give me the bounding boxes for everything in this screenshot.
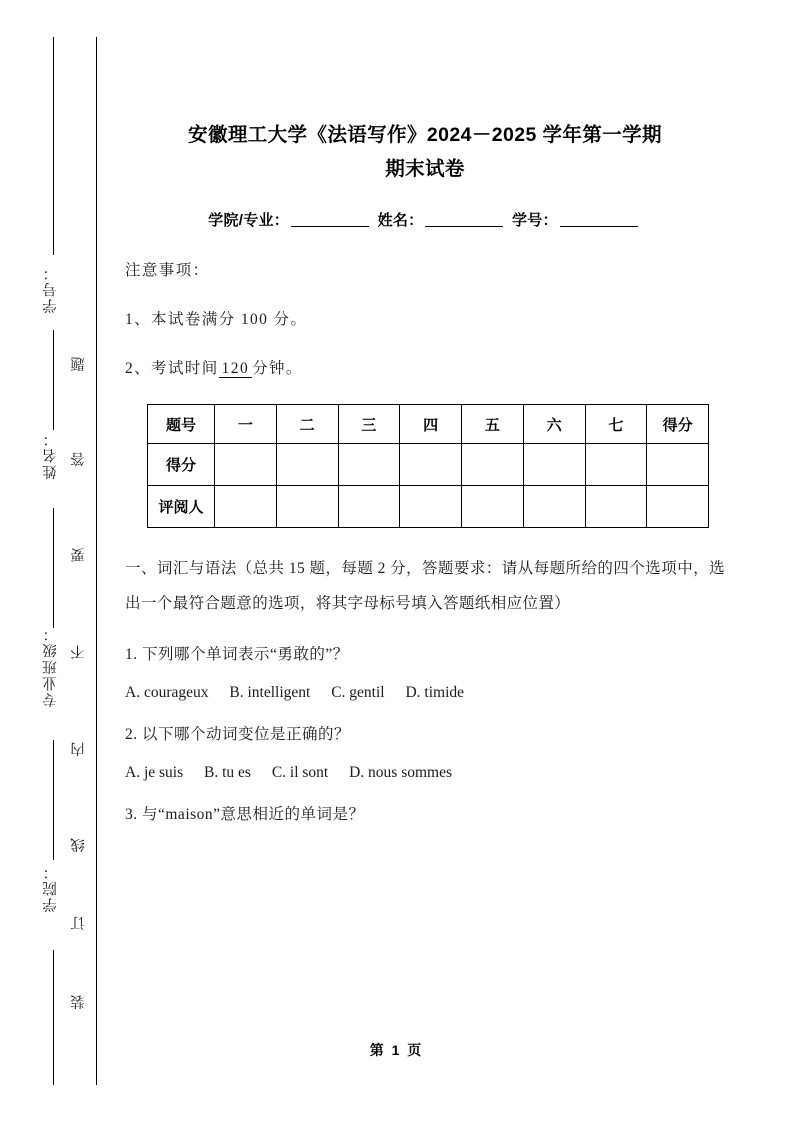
name-label: 姓名：: [377, 212, 424, 230]
margin-char-xian: 线: [71, 838, 87, 853]
student-id-label: 学号：: [511, 212, 558, 230]
margin-char-nei: 内: [71, 742, 87, 757]
margin-char-ti: 题: [71, 357, 87, 372]
margin-char-zhuang: 装: [71, 995, 87, 1010]
name-blank[interactable]: [425, 211, 503, 227]
identity-fields-line: [125, 186, 725, 230]
question-1-options: [125, 664, 725, 702]
question-1-option-b[interactable]: B. intelligent: [229, 684, 311, 701]
binding-inner-rule-seg: [53, 37, 54, 255]
question-2-option-a[interactable]: A. je suis: [125, 764, 184, 781]
score-cell[interactable]: [215, 444, 277, 486]
score-table-header-cell: 六: [523, 405, 585, 444]
reviewer-cell[interactable]: [215, 486, 277, 528]
score-table-header-cell: 题号: [148, 405, 215, 444]
notes-item-2-suffix: 分钟。: [252, 360, 303, 378]
score-table-header-cell: 得分: [647, 405, 709, 444]
binding-margin: [0, 0, 100, 1122]
score-cell[interactable]: [585, 444, 647, 486]
student-id-blank[interactable]: [560, 211, 638, 227]
margin-label-student-id: 学号：: [43, 264, 59, 314]
question-1-stem: 1. 下列哪个单词表示“勇敢的”？: [125, 646, 349, 663]
score-table: [147, 404, 709, 528]
score-cell[interactable]: [523, 444, 585, 486]
score-table-header-cell: 一: [215, 405, 277, 444]
score-table-header-cell: 四: [400, 405, 462, 444]
margin-label-name: 姓名：: [43, 430, 59, 480]
college-major-label: 学院/专业：: [208, 212, 290, 230]
exam-duration-value: 120: [219, 360, 252, 378]
question-1-option-a[interactable]: A. courageux: [125, 684, 209, 701]
reviewer-cell[interactable]: [462, 486, 524, 528]
score-cell[interactable]: [276, 444, 338, 486]
question-2-option-d[interactable]: D. nous sommes: [349, 764, 453, 781]
question-2-options: [125, 744, 725, 782]
reviewer-row-label: 评阅人: [148, 486, 215, 528]
score-table-container: [125, 378, 725, 528]
score-cell[interactable]: [400, 444, 462, 486]
table-row: [148, 444, 709, 486]
margin-char-da: 答: [71, 452, 87, 467]
binding-inner-rule-seg: [53, 740, 54, 860]
question-2-stem: 2. 以下哪个动词变位是正确的？: [125, 726, 351, 743]
score-row-label: 得分: [148, 444, 215, 486]
notes-item-1: 1、本试卷满分 100 分。: [125, 311, 308, 329]
binding-inner-rule-seg: [53, 508, 54, 628]
question-1-option-c[interactable]: C. gentil: [331, 684, 385, 701]
margin-label-college: 学院：: [43, 863, 59, 913]
question-1-option-d[interactable]: D. timide: [405, 684, 465, 701]
document-body: [125, 0, 725, 824]
reviewer-cell[interactable]: [585, 486, 647, 528]
notes-heading: 注意事项：: [125, 262, 210, 280]
score-cell[interactable]: [462, 444, 524, 486]
college-major-blank[interactable]: [291, 211, 369, 227]
margin-label-major-class: 专业班级：: [43, 625, 59, 708]
reviewer-cell[interactable]: [647, 486, 709, 528]
question-2-option-c[interactable]: C. il sont: [271, 764, 329, 781]
table-row: [148, 486, 709, 528]
notes-item-2-prefix: 2、考试时间: [125, 360, 219, 378]
reviewer-cell[interactable]: [523, 486, 585, 528]
notes-item-2: [125, 329, 725, 378]
margin-char-yao: 要: [71, 548, 87, 563]
score-table-header-cell: 三: [338, 405, 400, 444]
binding-inner-rule-seg: [53, 330, 54, 430]
score-cell[interactable]: [338, 444, 400, 486]
question-3-stem: 3. 与“maison”意思相近的单词是？: [125, 806, 365, 823]
binding-outer-rule: [96, 37, 97, 1085]
page-title: [125, 0, 725, 186]
reviewer-cell[interactable]: [276, 486, 338, 528]
section-one-intro: 一、词汇与语法（总共 15 题，每题 2 分，答题要求：请从每题所给的四个选项中，选出一个最符合题意的选项，将其字母标号填入答题纸相应位置）: [125, 560, 725, 613]
reviewer-cell[interactable]: [338, 486, 400, 528]
margin-char-ding: 订: [71, 916, 87, 931]
reviewer-cell[interactable]: [400, 486, 462, 528]
page-title-line1: 安徽理工大学《法语写作》2024－2025 学年第一学期: [188, 124, 662, 146]
score-table-header-cell: 七: [585, 405, 647, 444]
binding-inner-rule-seg: [53, 950, 54, 1085]
score-table-header-cell: 五: [462, 405, 524, 444]
page-footer: 第 1 页: [369, 1042, 424, 1058]
page-title-line2: 期末试卷: [385, 158, 465, 181]
margin-char-bu: 不: [71, 645, 87, 660]
question-2-option-b[interactable]: B. tu es: [204, 764, 251, 781]
table-header-row: [148, 405, 709, 444]
score-table-header-cell: 二: [276, 405, 338, 444]
score-cell[interactable]: [647, 444, 709, 486]
